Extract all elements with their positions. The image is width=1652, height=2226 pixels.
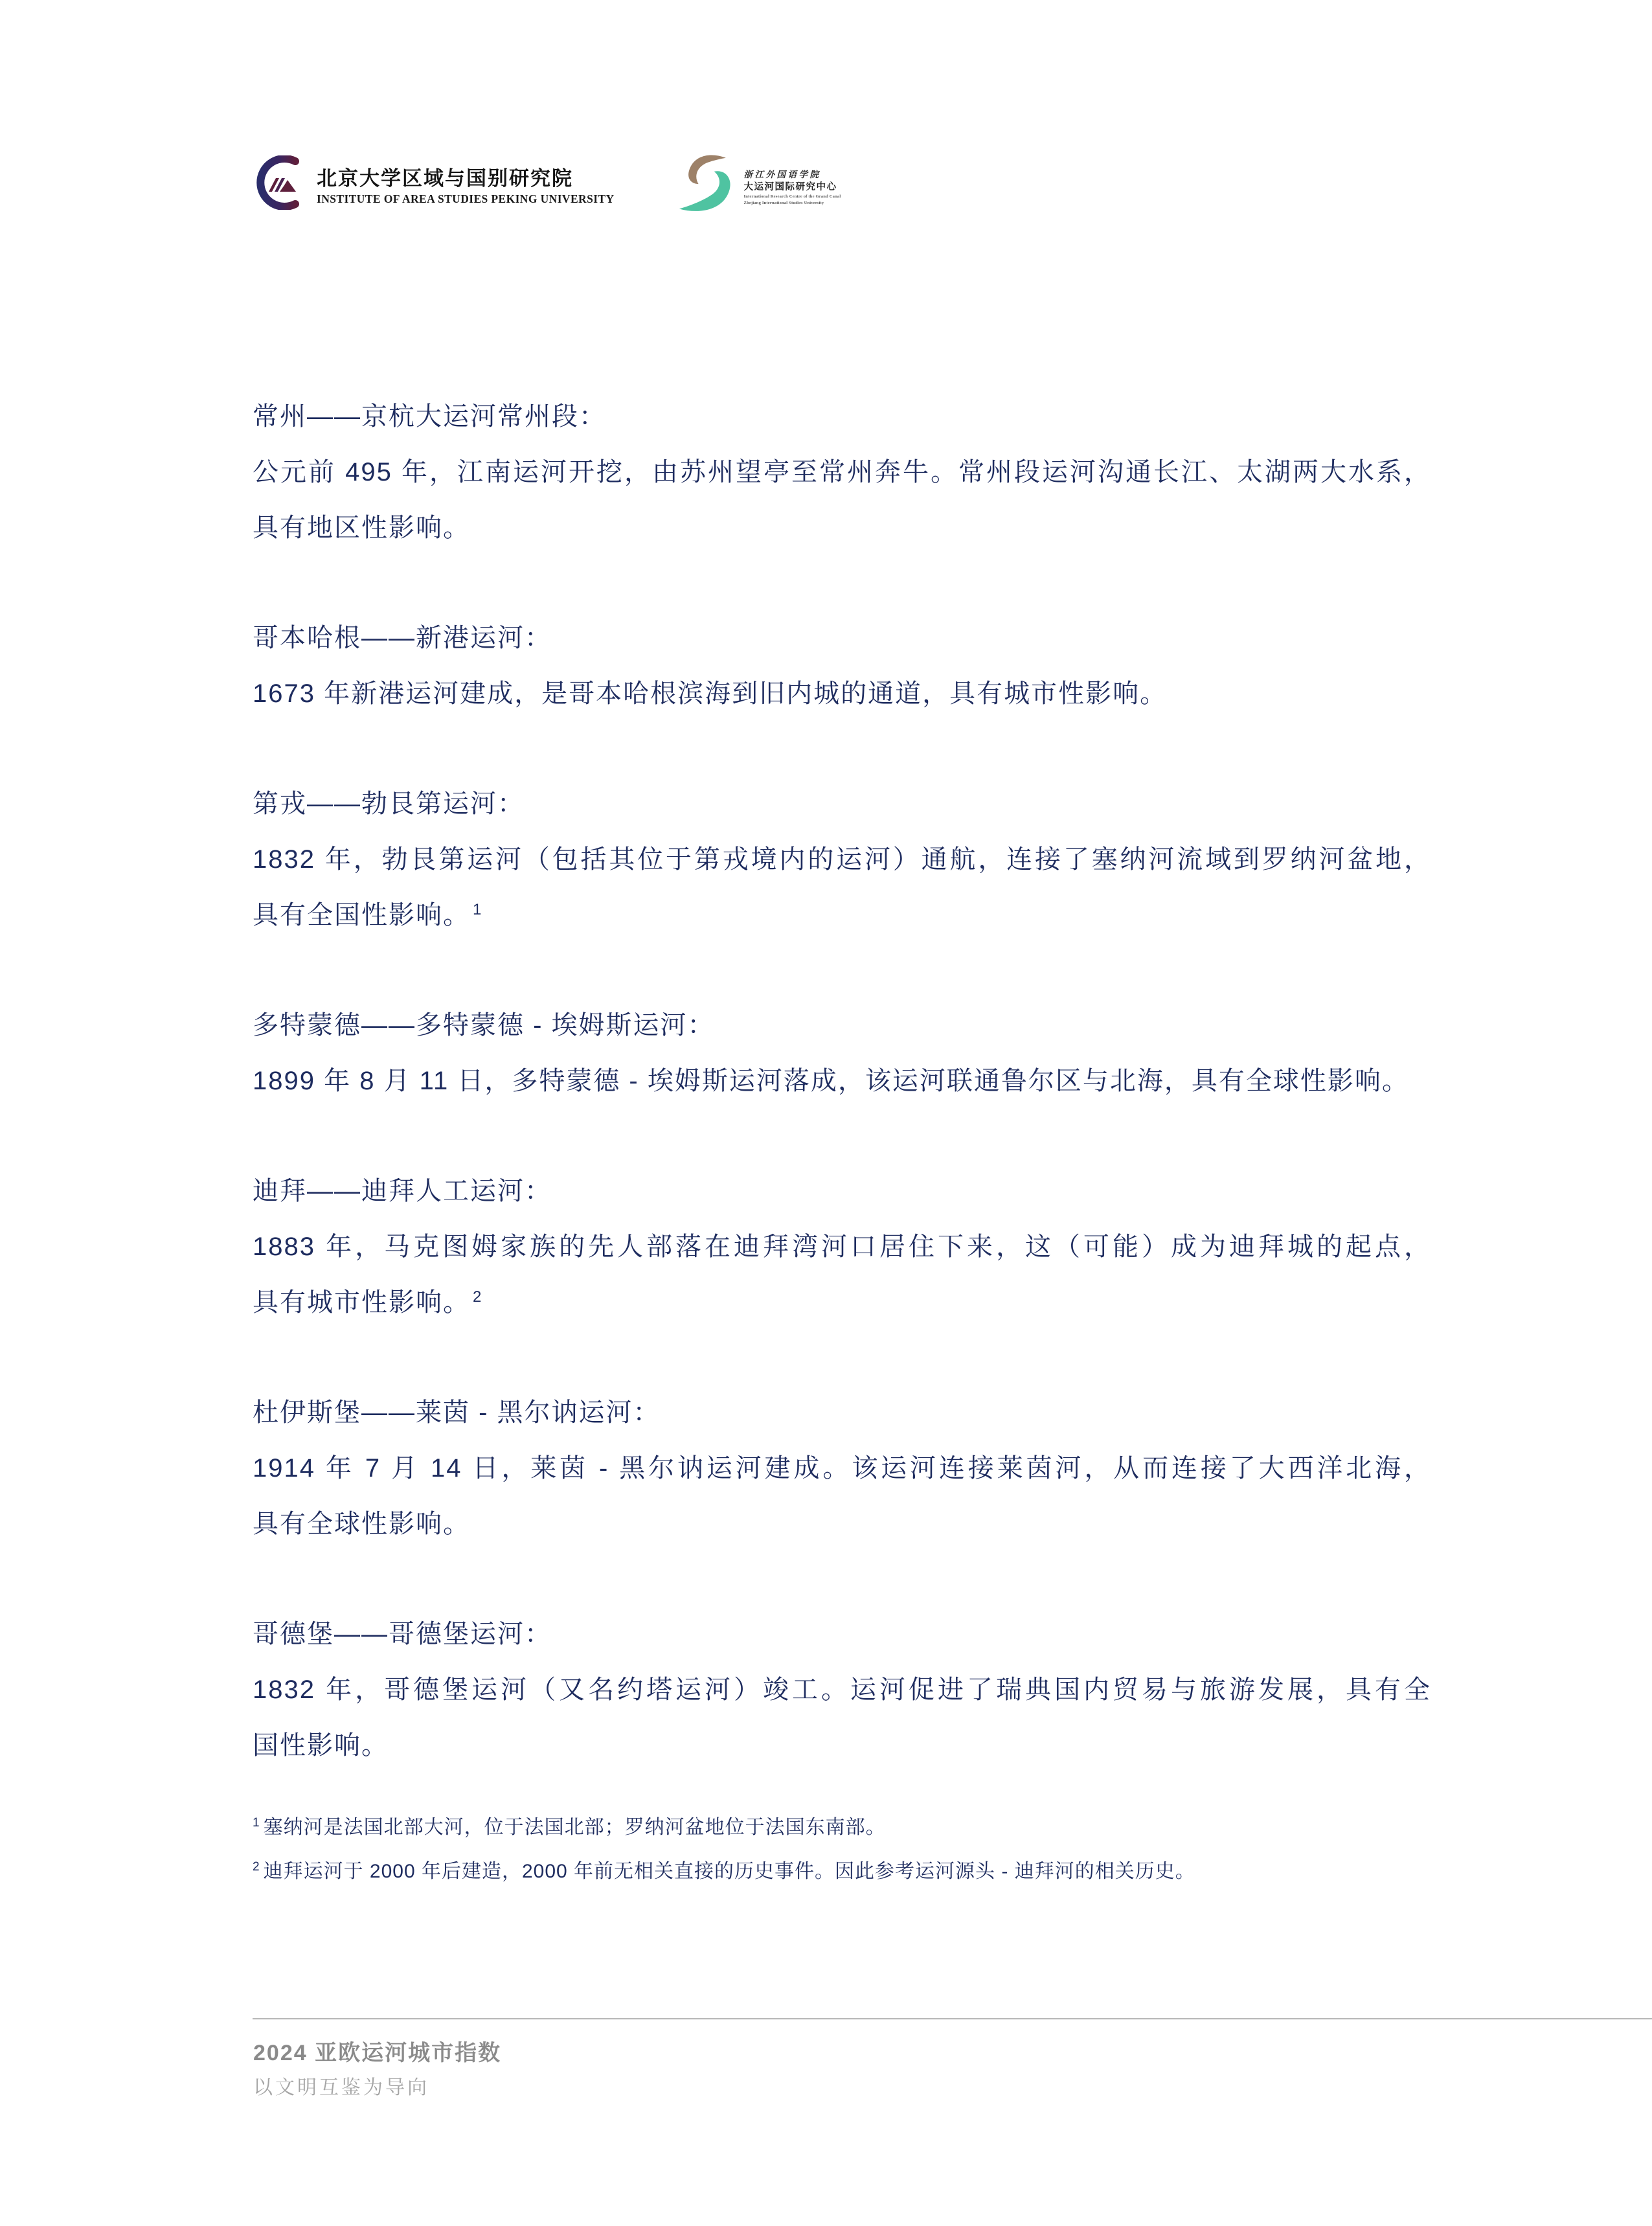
- pku-ias-title-en: INSTITUTE OF AREA STUDIES PEKING UNIVERSITY: [317, 192, 615, 205]
- section-line: 1899 年 8 月 11 日，多特蒙德 - 埃姆斯运河落成，该运河联通鲁尔区与北海，具有全球性影响。: [253, 1067, 1409, 1095]
- section-heading: 哥本哈根——新港运河：: [253, 624, 552, 652]
- footnote-item: $^1$ 塞纳河是法国北部大河，位于法国北部；罗纳河盆地位于法国东南部。: [253, 1816, 886, 1838]
- canal-logo-line2-cn: 大运河国际研究中心: [743, 182, 837, 192]
- section-line: 1673 年新港运河建成，是哥本哈根滨海到旧内城的通道，具有城市性影响。: [253, 679, 1168, 708]
- footer-divider: [253, 2018, 1652, 2019]
- section-line: 具有全球性影响。: [253, 1510, 470, 1538]
- canal-section: [253, 610, 1431, 721]
- footnote-ref: 1: [473, 900, 482, 918]
- section-heading: 杜伊斯堡——莱茵 - 黑尔讷运河：: [253, 1398, 661, 1427]
- canal-logo-line1-en: International Research Centre of the Grand Canal: [743, 194, 841, 199]
- footer-report-title: 2024 亚欧运河城市指数: [253, 2041, 502, 2065]
- section-line: 1883 年，马克图姆家族的先人部落在迪拜湾河口居住下来，这（可能）成为迪拜城的起点，: [253, 1232, 1431, 1261]
- section-heading: 常州——京杭大运河常州段：: [253, 402, 606, 431]
- section-line: 公元前 495 年，江南运河开挖，由苏州望亭至常州奔牛。常州段运河沟通长江、太湖两大水系，: [253, 458, 1431, 486]
- footer-tagline: 以文明互鉴为导向: [253, 2077, 429, 2098]
- canal-section: [253, 776, 1431, 943]
- section-line: 具有地区性影响。: [253, 514, 470, 542]
- section-line: 1832 年，哥德堡运河（又名约塔运河）竣工。运河促进了瑞典国内贸易与旅游发展，具有全: [253, 1675, 1431, 1704]
- canal-logo-line2-en: Zhejiang International Studies University: [743, 201, 824, 205]
- canal-logo-line1-cn: 浙江外国语学院: [743, 170, 821, 179]
- canal-section: [253, 1606, 1431, 1773]
- section-line: 具有全国性影响。 $^1$: [253, 900, 482, 929]
- footnotes: [253, 1806, 1483, 1894]
- pku-ias-logo-text: [317, 167, 615, 206]
- section-heading: 多特蒙德——多特蒙德 - 埃姆斯运河：: [253, 1011, 715, 1039]
- canal-section: [253, 997, 1431, 1109]
- header: [256, 155, 841, 220]
- footnote-marker: 2: [253, 1860, 260, 1874]
- grand-canal-logo-text: [744, 170, 841, 206]
- canal-section: [253, 1163, 1431, 1330]
- section-line: 1832 年，勃艮第运河（包括其位于第戎境内的运河）通航，连接了塞纳河流域到罗纳河盆地，: [253, 845, 1431, 874]
- pku-ias-logo: [256, 155, 615, 210]
- section-line: 1914 年 7 月 14 日，莱茵 - 黑尔讷运河建成。该运河连接莱茵河，从而连接了大西洋北海，: [253, 1454, 1431, 1482]
- footnote-ref: 2: [473, 1288, 482, 1306]
- pku-ias-title-cn: 北京大学区域与国别研究院: [317, 167, 573, 190]
- canal-section: [253, 389, 1431, 556]
- section-heading: 哥德堡——哥德堡运河：: [253, 1620, 552, 1648]
- grand-canal-swirl-icon: [677, 150, 739, 220]
- footnote-marker: 1: [253, 1816, 260, 1830]
- section-line: 国性影响。: [253, 1731, 389, 1760]
- section-heading: 迪拜——迪拜人工运河：: [253, 1177, 552, 1205]
- sections: [253, 389, 1431, 1828]
- canal-section: [253, 1385, 1431, 1552]
- section-line: 具有城市性影响。 $^2$: [253, 1288, 482, 1317]
- footnote-item: $^2$ 迪拜运河于 2000 年后建造，2000 年前无相关直接的历史事件。因此参考运河源头 - 迪拜河的相关历史。: [253, 1860, 1195, 1882]
- pku-ias-crescent-icon: [256, 155, 306, 210]
- section-heading: 第戎——勃艮第运河：: [253, 789, 525, 818]
- grand-canal-centre-logo: [677, 150, 841, 220]
